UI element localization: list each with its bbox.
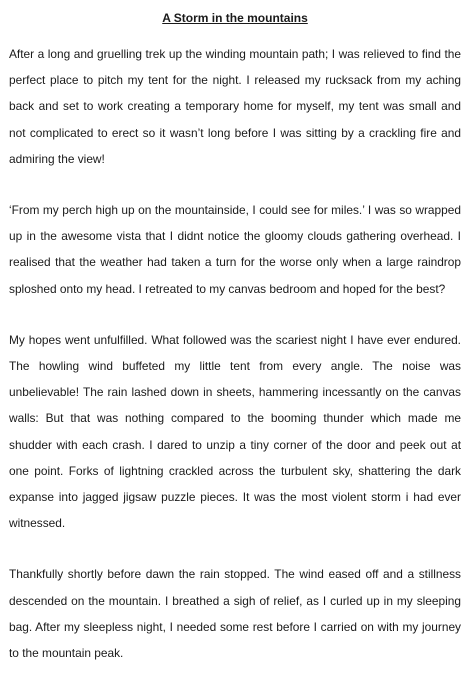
paragraph-4: Thankfully shortly before dawn the rain stopped. The wind eased off and a stillness descended on the mountain. I breathed a sigh of relief, as I curled up in my sleeping bag. After my sleepless night, I needed some rest before I carried on with my journey to the mountain peak. [9,567,461,661]
paragraph-2: ‘From my perch high up on the mountainside, I could see for miles.’ I was so wrapped up in the awesome vista that I didnt notice the gloomy clouds gathering overhead. I realised that the weather had taken a turn for the worse only when a large raindrop sploshed onto my head. I retreated to my canvas bedroom and hoped for the best? [9,203,461,296]
paragraph-3: My hopes went unfulfilled. What followed was the scariest night I have ever endured. The howling wind buffeted my little tent from every angle. The noise was unbelievable! The rain lashed down in sheets, hammering incessantly on the canvas walls: But that was nothing compared to the booming thunder which made me shudder with each crash. I dared to unzip a tiny corner of the door and peek out at one point. Forks of lightning crackled across the turbulent sky, shattering the dark expanse into jagged jigsaw puzzle pieces. It was the most violent storm i had ever witnessed. [9,332,461,531]
document-title: A Storm in the mountains [162,11,308,25]
paragraph-1: After a long and gruelling trek up the winding mountain path; I was relieved to find the perfect place to pitch my tent for the night. I released my rucksack from my aching back and set to work creating a temporary home for myself, my tent was small and not complicated to erect so it wasn’t long before I was sitting by a crackling fire and admiring the view! [9,47,461,166]
